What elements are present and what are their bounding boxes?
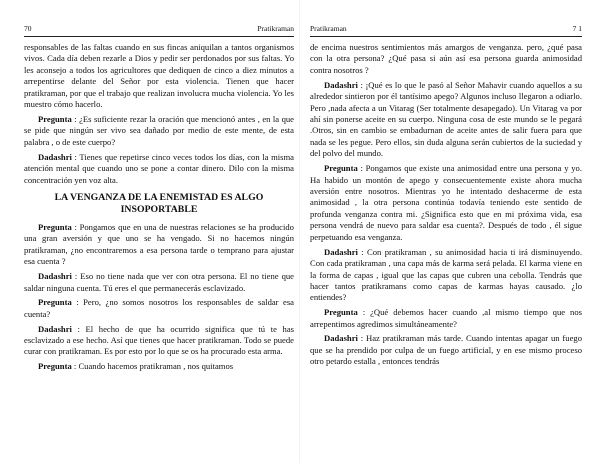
dialog-paragraph bbox=[310, 247, 582, 304]
left-running-title: Pratikraman bbox=[257, 24, 294, 33]
dialog-paragraph bbox=[310, 163, 582, 243]
dialog-paragraph bbox=[24, 114, 294, 148]
right-page bbox=[310, 0, 582, 463]
gutter-divider bbox=[299, 0, 300, 463]
dialog-paragraph bbox=[310, 80, 582, 160]
speaker-label: Pregunta bbox=[38, 114, 72, 125]
speaker-label: Dadashri bbox=[324, 79, 358, 90]
dialog-paragraph bbox=[24, 297, 294, 320]
paragraph-continued: responsables de las faltas cuando en sus fincas aniquilan a tantos organismos vivos. Cada día deben rezarle a Dios y pedir ser perdonados por sus faltas. Yo les aconsejo a todos los agricultores que dediquen de cinco a diez minutos a arrepentirse delante del Señor por esta violencia. Tienen que hacer pratikraman, por que el trabajo que realizan involucra mucha violencia. Yo les muestro cómo hacerlo. bbox=[24, 42, 294, 110]
right-running-title: Pratikraman bbox=[310, 24, 347, 33]
dialog-paragraph bbox=[24, 361, 294, 372]
speaker-label: Dadashri bbox=[324, 333, 358, 344]
left-page-header bbox=[24, 24, 294, 37]
speaker-label: Dadashri bbox=[324, 246, 358, 257]
dialog-text: : ¡Qué es lo que le pasó al Señor Mahavir cuando aquellos a su alrededor sintieron por él tantísimo apego? Algunos incluso llegaron a odiarlo. Pero ,nada afecta a un Vitarag (Ser totalmente desapegado). Un Vitarag va por ahí sin ponerse aceite en su cuerpo. Ninguna cosa de este mundo se le pegará .Otros, sin en cambio se embadurnan de aceite antes de salir fuera para que nada se les pegue. Pero ellos, sin duda alguna serán cubiertos de la suciedad y del polvo del mundo. bbox=[310, 79, 582, 159]
speaker-label: Pregunta bbox=[324, 163, 358, 174]
left-page-number: 70 bbox=[24, 24, 32, 33]
dialog-text: : Tienes que repetirse cinco veces todos los días, con la misma atención mental que cuando uno se pone a contar dinero. Dilo con la misma concentración yen voz alta. bbox=[24, 151, 294, 185]
speaker-label: Pregunta bbox=[38, 361, 72, 372]
dialog-paragraph bbox=[24, 324, 294, 358]
dialog-text: : Eso no tiene nada que ver con otra persona. El no tiene que saldar ninguna cuenta. Tú eres el que permanecerás esclavizado. bbox=[24, 271, 294, 293]
right-page-body bbox=[310, 42, 582, 371]
speaker-label: Pregunta bbox=[38, 222, 72, 233]
dialog-text: : Pongamos que existe una animosidad entre una persona y yo. Ha habido un montón de apego y consecuentemente existe ahora mucha aversión entre nosotros. Mientras yo he intentado deshacerme de esta animosidad , la otra persona continúa todavía teniendo este sentido de profunda venganza contra mi. ¿Significa esto que en mi próxima vida, esa persona vendrá de nuevo para saldar esa cuenta?. Después de todo , él sigue perpetuando esa venganza. bbox=[310, 163, 582, 242]
speaker-label: Pregunta bbox=[38, 297, 72, 308]
paragraph-continued: de encima nuestros sentimientos más amargos de venganza. pero, ¿qué pasa con la otra persona? ¿Qué pasa si aún así esa persona guarda animosidad contra nosotros ? bbox=[310, 42, 582, 75]
dialog-paragraph bbox=[310, 333, 582, 367]
speaker-label: Dadashri bbox=[38, 151, 72, 162]
dialog-text: : Haz pratikraman más tarde. Cuando intentas apagar un fuego que se ha prendido por culpa de un fuego artificial, y en ese mismo proceso otro petardo estalla , entonces tendrás bbox=[310, 333, 582, 367]
dialog-text: : ¿Es suficiente rezar la oración que mencionó antes , en la que se pide que ningún ser vivo sea dañado por medio de este mente, de esta palabra , o de este cuerpo? bbox=[24, 114, 294, 147]
dialog-paragraph bbox=[24, 152, 294, 186]
dialog-paragraph bbox=[24, 222, 294, 268]
dialog-text: : Pero, ¿no somos nosotros los responsables de saldar esa cuenta? bbox=[24, 297, 294, 319]
dialog-text: : Cuando hacemos pratikraman , nos quitamos bbox=[73, 361, 234, 372]
speaker-label: Dadashri bbox=[38, 271, 72, 282]
speaker-label: Dadashri bbox=[38, 323, 72, 334]
dialog-paragraph bbox=[24, 271, 294, 294]
right-page-number: 7 1 bbox=[572, 24, 582, 33]
speaker-label: Pregunta bbox=[324, 307, 358, 318]
dialog-text: : Pongamos que en una de nuestras relaciones se ha producido una gran aversión y que uno se ha vengado. Si no hacemos ningún pratikraman, ¿no encontraremos a esa persona tarde o temprano para ajustar esa cuenta ? bbox=[24, 222, 294, 267]
right-page-header bbox=[310, 24, 582, 37]
left-page-body bbox=[24, 42, 294, 376]
dialog-text: : ¿Qué debemos hacer cuando ,al mismo tiempo que nos arrepentimos agredimos simultáneamente? bbox=[310, 307, 582, 329]
left-page bbox=[24, 0, 294, 463]
dialog-text: : El hecho de que ha ocurrido significa que tú te has esclavizado a ese hecho. Así que tienes que hacer pratikraman. Todo se puede curar con pratikraman. Es por esto por lo que se os ha procurado esta arma. bbox=[24, 323, 294, 357]
dialog-paragraph bbox=[310, 307, 582, 330]
dialog-text: : Con pratikraman , su animosidad hacia ti irá disminuyendo. Con cada pratikraman , una capa más de karma será pelada. El karma viene en la forma de capas , igual que las capas que cubren una cebolla. Tendrás que hacer tantos pratikramans como capas de karmas hayas causado. ¿lo entiendes? bbox=[310, 246, 582, 303]
section-heading: LA VENGANZA DE LA ENEMISTAD ES ALGO INSOPORTABLE bbox=[54, 192, 264, 216]
